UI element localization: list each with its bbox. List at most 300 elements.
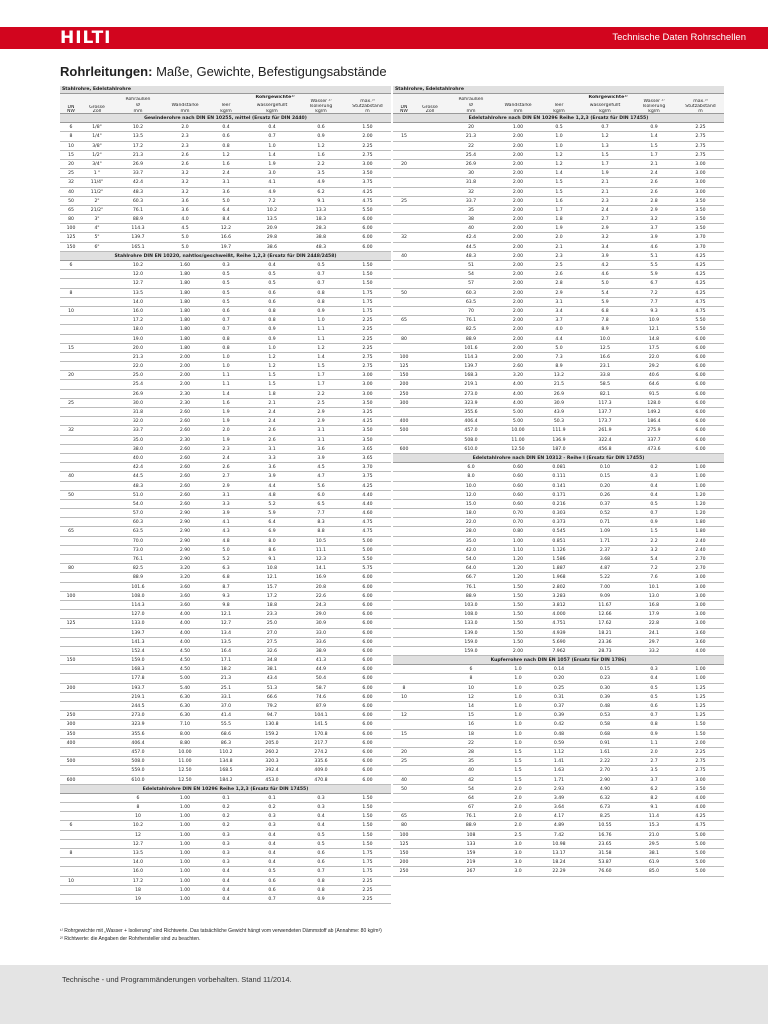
cell-weight-water-iso: 1.1 — [650, 740, 658, 746]
cell-size-zoll — [82, 463, 112, 471]
cell-weight-water-iso: 28.3 — [315, 226, 327, 232]
cell-weight-water: 10.0 — [599, 336, 611, 342]
cell-max-span: 2.25 — [362, 896, 373, 902]
cell-outer-diameter: 219.1 — [131, 694, 145, 700]
cell-weight-water: 2.4 — [268, 410, 276, 415]
column-header-stuetz: Stützabstand — [685, 104, 716, 109]
cell-max-span: 6.00 — [362, 731, 373, 737]
cell-dn — [60, 840, 82, 848]
cell-max-span: 6.00 — [695, 373, 706, 379]
cell-outer-diameter: 152.4 — [131, 648, 145, 654]
cell-max-span: 2.25 — [362, 345, 373, 351]
cell-size-zoll — [415, 261, 445, 269]
cell-wall: 1.80 — [179, 318, 191, 324]
cell-weight-water: 0.2 — [268, 805, 276, 811]
cell-size-zoll — [82, 472, 112, 480]
cell-weight-water-iso: 1.1 — [317, 327, 325, 333]
cell-weight-water-iso: 0.5 — [650, 685, 658, 691]
table-row — [60, 344, 391, 353]
cell-outer-diameter: 108.0 — [464, 612, 478, 618]
cell-weight-empty: 17.1 — [220, 658, 232, 664]
cell-size-zoll — [82, 335, 112, 343]
table-row — [60, 720, 391, 729]
table-row — [393, 702, 724, 711]
cell-weight-empty: 2.8 — [555, 281, 563, 287]
cell-weight-water-iso: 17.9 — [648, 612, 660, 618]
cell-weight-water: 5.9 — [268, 511, 276, 517]
cell-dn — [393, 463, 415, 471]
table-section-title: Stahlrohre DIN EN 10220, nahtlos/geschweißt, Reihe 1,2,3 (Ersatz für DIN 2448/2458) — [60, 252, 391, 261]
cell-size-zoll — [82, 564, 112, 572]
cell-size-zoll — [415, 803, 445, 811]
cell-dn — [60, 665, 82, 673]
cell-size-zoll — [82, 849, 112, 857]
cell-dn: 100 — [66, 593, 76, 599]
table-row — [60, 693, 391, 702]
cell-max-span: 6.00 — [362, 722, 373, 728]
cell-weight-water-iso: 335.6 — [314, 759, 328, 765]
cell-dn — [60, 886, 82, 894]
cell-dn: 250 — [399, 391, 409, 397]
cell-weight-empty: 0.8 — [222, 143, 230, 149]
cell-dn — [393, 270, 415, 278]
cell-max-span: 6.00 — [362, 768, 373, 774]
cell-weight-empty: 22.29 — [552, 869, 566, 875]
table-row — [393, 445, 724, 454]
cell-dn — [393, 665, 415, 673]
cell-weight-water: 10.8 — [266, 566, 278, 572]
cell-weight-water-iso: 1.2 — [317, 143, 325, 149]
cell-dn: 15 — [68, 152, 74, 158]
cell-dn — [60, 362, 82, 370]
cell-weight-water-iso: 0.7 — [317, 869, 325, 875]
cell-dn: 40 — [68, 189, 74, 195]
cell-weight-empty: 0.4 — [222, 869, 230, 875]
cell-weight-water: 66.6 — [266, 694, 278, 700]
cell-outer-diameter: 30 — [468, 171, 474, 177]
cell-max-span: 3.75 — [362, 180, 373, 186]
cell-max-span: 4.25 — [362, 483, 373, 489]
cell-wall: 2.0 — [181, 125, 189, 131]
cell-size-zoll — [415, 757, 445, 765]
cell-wall: 2.00 — [512, 244, 524, 250]
cell-max-span: 1.20 — [695, 492, 706, 498]
cell-weight-empty: 12.2 — [220, 226, 232, 232]
cell-wall: 2.00 — [512, 648, 524, 654]
cell-weight-empty: 10.98 — [552, 841, 566, 847]
table-row — [393, 711, 724, 720]
cell-wall: 3.2 — [181, 180, 189, 186]
cell-wall: 3.20 — [512, 373, 524, 379]
table-row — [393, 463, 724, 472]
cell-weight-empty: 0.303 — [552, 511, 566, 517]
table-row — [393, 206, 724, 215]
cell-weight-empty: 2.0 — [222, 428, 230, 434]
cell-weight-empty: 4.89 — [553, 823, 565, 829]
cell-wall: 6.30 — [179, 694, 191, 700]
table-row — [393, 619, 724, 628]
cell-max-span: 5.00 — [362, 538, 373, 544]
cell-dn: 65 — [68, 207, 74, 213]
cell-outer-diameter: 63.5 — [132, 529, 144, 535]
cell-max-span: 3.50 — [362, 437, 373, 443]
cell-wall: 2.00 — [512, 217, 524, 223]
cell-weight-water: 6.4 — [268, 520, 276, 526]
cell-weight-empty: 2.6 — [222, 465, 230, 471]
table-row — [60, 509, 391, 518]
cell-max-span: 2.00 — [695, 740, 706, 746]
cell-weight-water: 0.68 — [599, 731, 611, 737]
cell-weight-water-iso: 2.1 — [650, 161, 658, 167]
cell-outer-diameter: 16 — [468, 722, 474, 728]
cell-dn — [393, 491, 415, 499]
column-header-leer: leer — [221, 103, 231, 108]
cell-weight-water: 3.6 — [268, 465, 276, 471]
cell-wall: 1.00 — [179, 823, 191, 829]
cell-wall: 0.60 — [512, 465, 524, 471]
table-row — [393, 638, 724, 647]
cell-dn — [60, 766, 82, 774]
cell-weight-water-iso: 2.9 — [317, 410, 325, 415]
table-row — [393, 436, 724, 445]
cell-weight-empty: 0.6 — [222, 134, 230, 140]
cell-dn — [60, 325, 82, 333]
cell-wall: 3.6 — [181, 198, 189, 204]
table-row — [393, 601, 724, 610]
table-row — [60, 592, 391, 601]
cell-size-zoll — [415, 518, 445, 526]
cell-outer-diameter: 31.8 — [465, 180, 477, 186]
table-left — [60, 86, 391, 904]
cell-weight-water-iso: 0.7 — [650, 511, 658, 517]
cell-dn: 50 — [401, 786, 407, 792]
cell-weight-empty: 2.5 — [555, 263, 563, 268]
cell-size-zoll — [415, 619, 445, 627]
cell-weight-water: 1.61 — [599, 749, 611, 755]
cell-size-zoll — [415, 408, 445, 416]
cell-dn: 200 — [399, 860, 409, 866]
cell-wall: 7.10 — [179, 722, 191, 728]
cell-wall: 2.90 — [179, 520, 191, 526]
cell-dn — [393, 629, 415, 637]
cell-outer-diameter: 101.6 — [131, 584, 145, 590]
cell-weight-water: 34.8 — [266, 658, 278, 664]
cell-max-span: 1.00 — [695, 667, 706, 673]
cell-dn — [393, 610, 415, 618]
table-row — [60, 206, 391, 215]
cell-outer-diameter: 21.3 — [132, 354, 144, 360]
cell-weight-water: 28.73 — [598, 648, 612, 654]
table-header — [60, 94, 391, 114]
cell-weight-empty: 1.0 — [222, 364, 230, 370]
cell-dn: 100 — [399, 832, 409, 838]
cell-dn: 32 — [68, 180, 74, 186]
cell-max-span: 6.00 — [695, 446, 706, 452]
cell-size-zoll — [82, 665, 112, 673]
cell-size-zoll — [415, 629, 445, 637]
cell-weight-water-iso: 1.7 — [317, 373, 325, 379]
cell-wall: 1.00 — [179, 841, 191, 847]
cell-weight-water: 0.26 — [599, 492, 611, 498]
cell-max-span: 6.00 — [362, 621, 373, 627]
cell-dn — [60, 353, 82, 361]
cell-max-span: 2.75 — [362, 152, 373, 158]
table-row — [60, 583, 391, 592]
cell-max-span: 2.25 — [362, 318, 373, 324]
table-row — [393, 142, 724, 151]
cell-weight-water: 2.3 — [601, 198, 609, 204]
column-header-nw: NW — [67, 109, 75, 114]
table-row — [60, 711, 391, 720]
cell-weight-empty: 1.1 — [222, 373, 230, 379]
table-row — [60, 279, 391, 288]
table-row — [60, 335, 391, 344]
cell-size-zoll — [82, 353, 112, 361]
cell-size-zoll — [415, 509, 445, 517]
cell-wall: 4.00 — [512, 400, 524, 406]
cell-size-zoll — [415, 399, 445, 407]
cell-size-zoll — [82, 601, 112, 609]
cell-weight-empty: 1.6 — [555, 198, 563, 204]
cell-weight-water: 456.8 — [598, 446, 612, 452]
column-header-wasser: wassergefüllt — [256, 103, 288, 108]
cell-outer-diameter: 273.0 — [464, 391, 478, 397]
cell-outer-diameter: 13.5 — [132, 851, 144, 856]
cell-size-zoll — [415, 711, 445, 719]
cell-wall: 1.00 — [512, 538, 524, 544]
cell-max-span: 2.75 — [362, 364, 373, 370]
cell-weight-water: 0.4 — [268, 860, 276, 866]
table-row — [393, 858, 724, 867]
table-row — [393, 776, 724, 785]
column-header-rohraussen: Rohraußen — [125, 97, 151, 102]
cell-max-span: 6.00 — [362, 639, 373, 645]
table-row — [60, 527, 391, 536]
table-caption: Stahlrohre, Edelstahlrohre — [60, 86, 391, 94]
cell-weight-water-iso: 8.3 — [317, 520, 325, 526]
cell-size-zoll — [82, 362, 112, 370]
cell-weight-water: 58.5 — [599, 382, 611, 388]
table-row — [393, 739, 724, 748]
cell-weight-water-iso: 104.1 — [314, 713, 328, 719]
table-section-title: Edelstahlrohre DIN EN 10296 Reihe 1,2,3 (Ersatz für DIN 17455) — [60, 785, 391, 794]
cell-max-span: 5.00 — [695, 841, 706, 847]
cell-weight-water: 4.2 — [601, 263, 609, 268]
cell-outer-diameter: 12.7 — [132, 281, 144, 287]
cell-wall: 2.00 — [512, 180, 524, 186]
cell-weight-water-iso: 16.8 — [648, 602, 660, 608]
cell-weight-water-iso: 0.2 — [650, 465, 658, 471]
cell-dn: 20 — [401, 749, 407, 755]
column-header-wasser_iso: Wasser ²⁾ — [310, 99, 332, 104]
cell-weight-water-iso: 0.6 — [650, 704, 658, 709]
cell-wall: 2.60 — [512, 364, 524, 370]
cell-weight-empty: 136.9 — [552, 437, 566, 443]
cell-size-zoll — [415, 610, 445, 618]
cell-size-zoll — [415, 197, 445, 205]
cell-weight-water-iso: 29.0 — [315, 612, 327, 618]
cell-outer-diameter: 159.0 — [464, 639, 478, 645]
cell-weight-water-iso: 0.6 — [317, 860, 325, 866]
cell-weight-empty: 2.3 — [555, 253, 563, 259]
cell-size-zoll — [415, 445, 445, 453]
cell-wall: 4.00 — [512, 391, 524, 397]
cell-outer-diameter: 25.4 — [132, 382, 144, 388]
cell-size-zoll — [82, 518, 112, 526]
cell-weight-water-iso: 0.8 — [317, 878, 325, 884]
cell-weight-water: 27.5 — [266, 639, 278, 645]
cell-dn: 400 — [66, 740, 76, 746]
cell-size-zoll — [415, 215, 445, 223]
cell-wall: 1.20 — [512, 557, 524, 562]
cell-weight-empty: 0.48 — [553, 731, 565, 737]
cell-weight-water-iso: 14.1 — [315, 566, 327, 572]
table-row — [393, 748, 724, 757]
footer-text: Technische - und Programmänderungen vorbehalten. Stand 11/2014. — [62, 975, 292, 984]
cell-weight-water-iso: 11.1 — [315, 547, 327, 553]
cell-wall: 2.30 — [179, 391, 191, 397]
column-header-wand: Wandstärke — [171, 103, 199, 108]
table-row — [393, 344, 724, 353]
cell-weight-empty: 13.17 — [552, 851, 566, 856]
cell-weight-water: 6.8 — [601, 308, 609, 314]
cell-outer-diameter: 168.3 — [131, 667, 145, 673]
cell-size-zoll: 6" — [94, 244, 100, 250]
cell-outer-diameter: 114.3 — [131, 602, 145, 608]
cell-dn — [60, 610, 82, 618]
cell-size-zoll — [415, 555, 445, 563]
cell-weight-empty: 21.3 — [220, 676, 232, 682]
cell-outer-diameter: 159.0 — [131, 658, 145, 664]
cell-wall: 4.50 — [179, 667, 191, 673]
cell-size-zoll — [82, 426, 112, 434]
table-row — [60, 188, 391, 197]
cell-outer-diameter: 193.7 — [131, 685, 145, 691]
cell-weight-water-iso: 22.0 — [648, 354, 660, 360]
cell-dn — [393, 527, 415, 535]
table-row — [60, 831, 391, 840]
cell-weight-water: 17.62 — [598, 621, 612, 627]
cell-weight-empty: 3.812 — [552, 602, 566, 608]
cell-weight-empty: 1.2 — [222, 152, 230, 158]
cell-weight-water: 9.09 — [599, 593, 611, 599]
column-header-max: max.³⁾ — [693, 99, 708, 104]
cell-max-span: 6.00 — [362, 648, 373, 654]
cell-size-zoll — [415, 858, 445, 866]
cell-dn: 200 — [399, 382, 409, 388]
cell-weight-water-iso: 0.3 — [317, 805, 325, 811]
cell-dn: 125 — [66, 235, 76, 241]
cell-weight-water-iso: 1.1 — [317, 336, 325, 342]
cell-max-span: 4.75 — [362, 520, 373, 526]
cell-weight-empty: 26.9 — [553, 391, 565, 397]
cell-wall: 5.00 — [512, 419, 524, 425]
cell-outer-diameter: 12 — [135, 832, 141, 838]
cell-dn — [393, 472, 415, 480]
cell-size-zoll — [415, 298, 445, 306]
cell-weight-water: 0.7 — [268, 896, 276, 902]
cell-wall: 8.80 — [179, 740, 191, 746]
cell-wall: 2.0 — [514, 823, 522, 829]
cell-weight-empty: 68.6 — [220, 731, 232, 737]
cell-outer-diameter: 219.1 — [464, 382, 478, 388]
cell-outer-diameter: 273.0 — [131, 713, 145, 719]
cell-size-zoll — [415, 436, 445, 444]
cell-wall: 2.60 — [179, 410, 191, 415]
table-row — [393, 482, 724, 491]
cell-weight-empty: 43.9 — [553, 410, 565, 415]
cell-outer-diameter: 25.0 — [132, 373, 144, 379]
table-row — [393, 399, 724, 408]
cell-size-zoll — [82, 674, 112, 682]
cell-weight-water: 4.8 — [268, 492, 276, 498]
cell-wall: 1.0 — [514, 667, 522, 673]
cell-weight-water: 159.2 — [265, 731, 279, 737]
table-row — [393, 821, 724, 830]
table-row — [60, 380, 391, 389]
cell-dn — [393, 325, 415, 333]
cell-dn: 100 — [399, 354, 409, 360]
cell-weight-empty: 0.3 — [222, 832, 230, 838]
cell-weight-water-iso: 2.2 — [317, 391, 325, 397]
cell-weight-water: 5.0 — [601, 281, 609, 287]
cell-wall: 2.00 — [512, 327, 524, 333]
cell-weight-water: 0.58 — [599, 722, 611, 728]
cell-weight-empty: 1.9 — [222, 437, 230, 443]
cell-dn — [60, 380, 82, 388]
cell-wall: 2.30 — [179, 400, 191, 406]
cell-weight-empty: 6.4 — [222, 207, 230, 213]
cell-weight-empty: 1.586 — [552, 557, 566, 562]
cell-weight-empty: 9.3 — [222, 593, 230, 599]
cell-dn — [393, 142, 415, 150]
cell-size-zoll — [82, 279, 112, 287]
cell-weight-water: 16.76 — [598, 832, 612, 838]
cell-weight-water-iso: 0.9 — [317, 896, 325, 902]
cell-weight-water: 0.48 — [599, 704, 611, 709]
cell-weight-water: 2.90 — [599, 777, 611, 783]
table-row — [60, 794, 391, 803]
cell-dn: 20 — [68, 373, 74, 379]
cell-weight-empty: 4.0 — [555, 327, 563, 333]
cell-weight-water-iso: 409.0 — [314, 768, 328, 774]
cell-outer-diameter: 6.0 — [467, 465, 475, 471]
cell-weight-water-iso: 6.7 — [650, 281, 658, 287]
cell-weight-empty: 7.3 — [555, 354, 563, 360]
cell-max-span: 3.00 — [695, 584, 706, 590]
cell-weight-water: 2.9 — [601, 226, 609, 232]
table-row — [393, 509, 724, 518]
cell-weight-water: 0.30 — [599, 685, 611, 691]
cell-weight-water-iso: 0.5 — [650, 694, 658, 700]
cell-weight-water: 0.6 — [268, 887, 276, 893]
cell-weight-water-iso: 24.3 — [315, 602, 327, 608]
column-header-dn: DN — [400, 105, 408, 110]
cell-dn — [60, 812, 82, 820]
cell-outer-diameter: 19 — [135, 896, 141, 902]
cell-max-span: 4.40 — [362, 492, 373, 498]
table-row — [393, 629, 724, 638]
column-header-leer: leer — [554, 103, 564, 108]
cell-max-span: 4.25 — [695, 290, 706, 296]
cell-weight-empty: 2.9 — [555, 290, 563, 296]
cell-max-span: 1.25 — [695, 685, 706, 691]
cell-weight-water-iso: 1.2 — [317, 345, 325, 351]
table-row — [393, 289, 724, 298]
table-row — [60, 665, 391, 674]
cell-max-span: 1.50 — [362, 272, 373, 278]
cell-weight-water-iso: 74.6 — [315, 694, 327, 700]
